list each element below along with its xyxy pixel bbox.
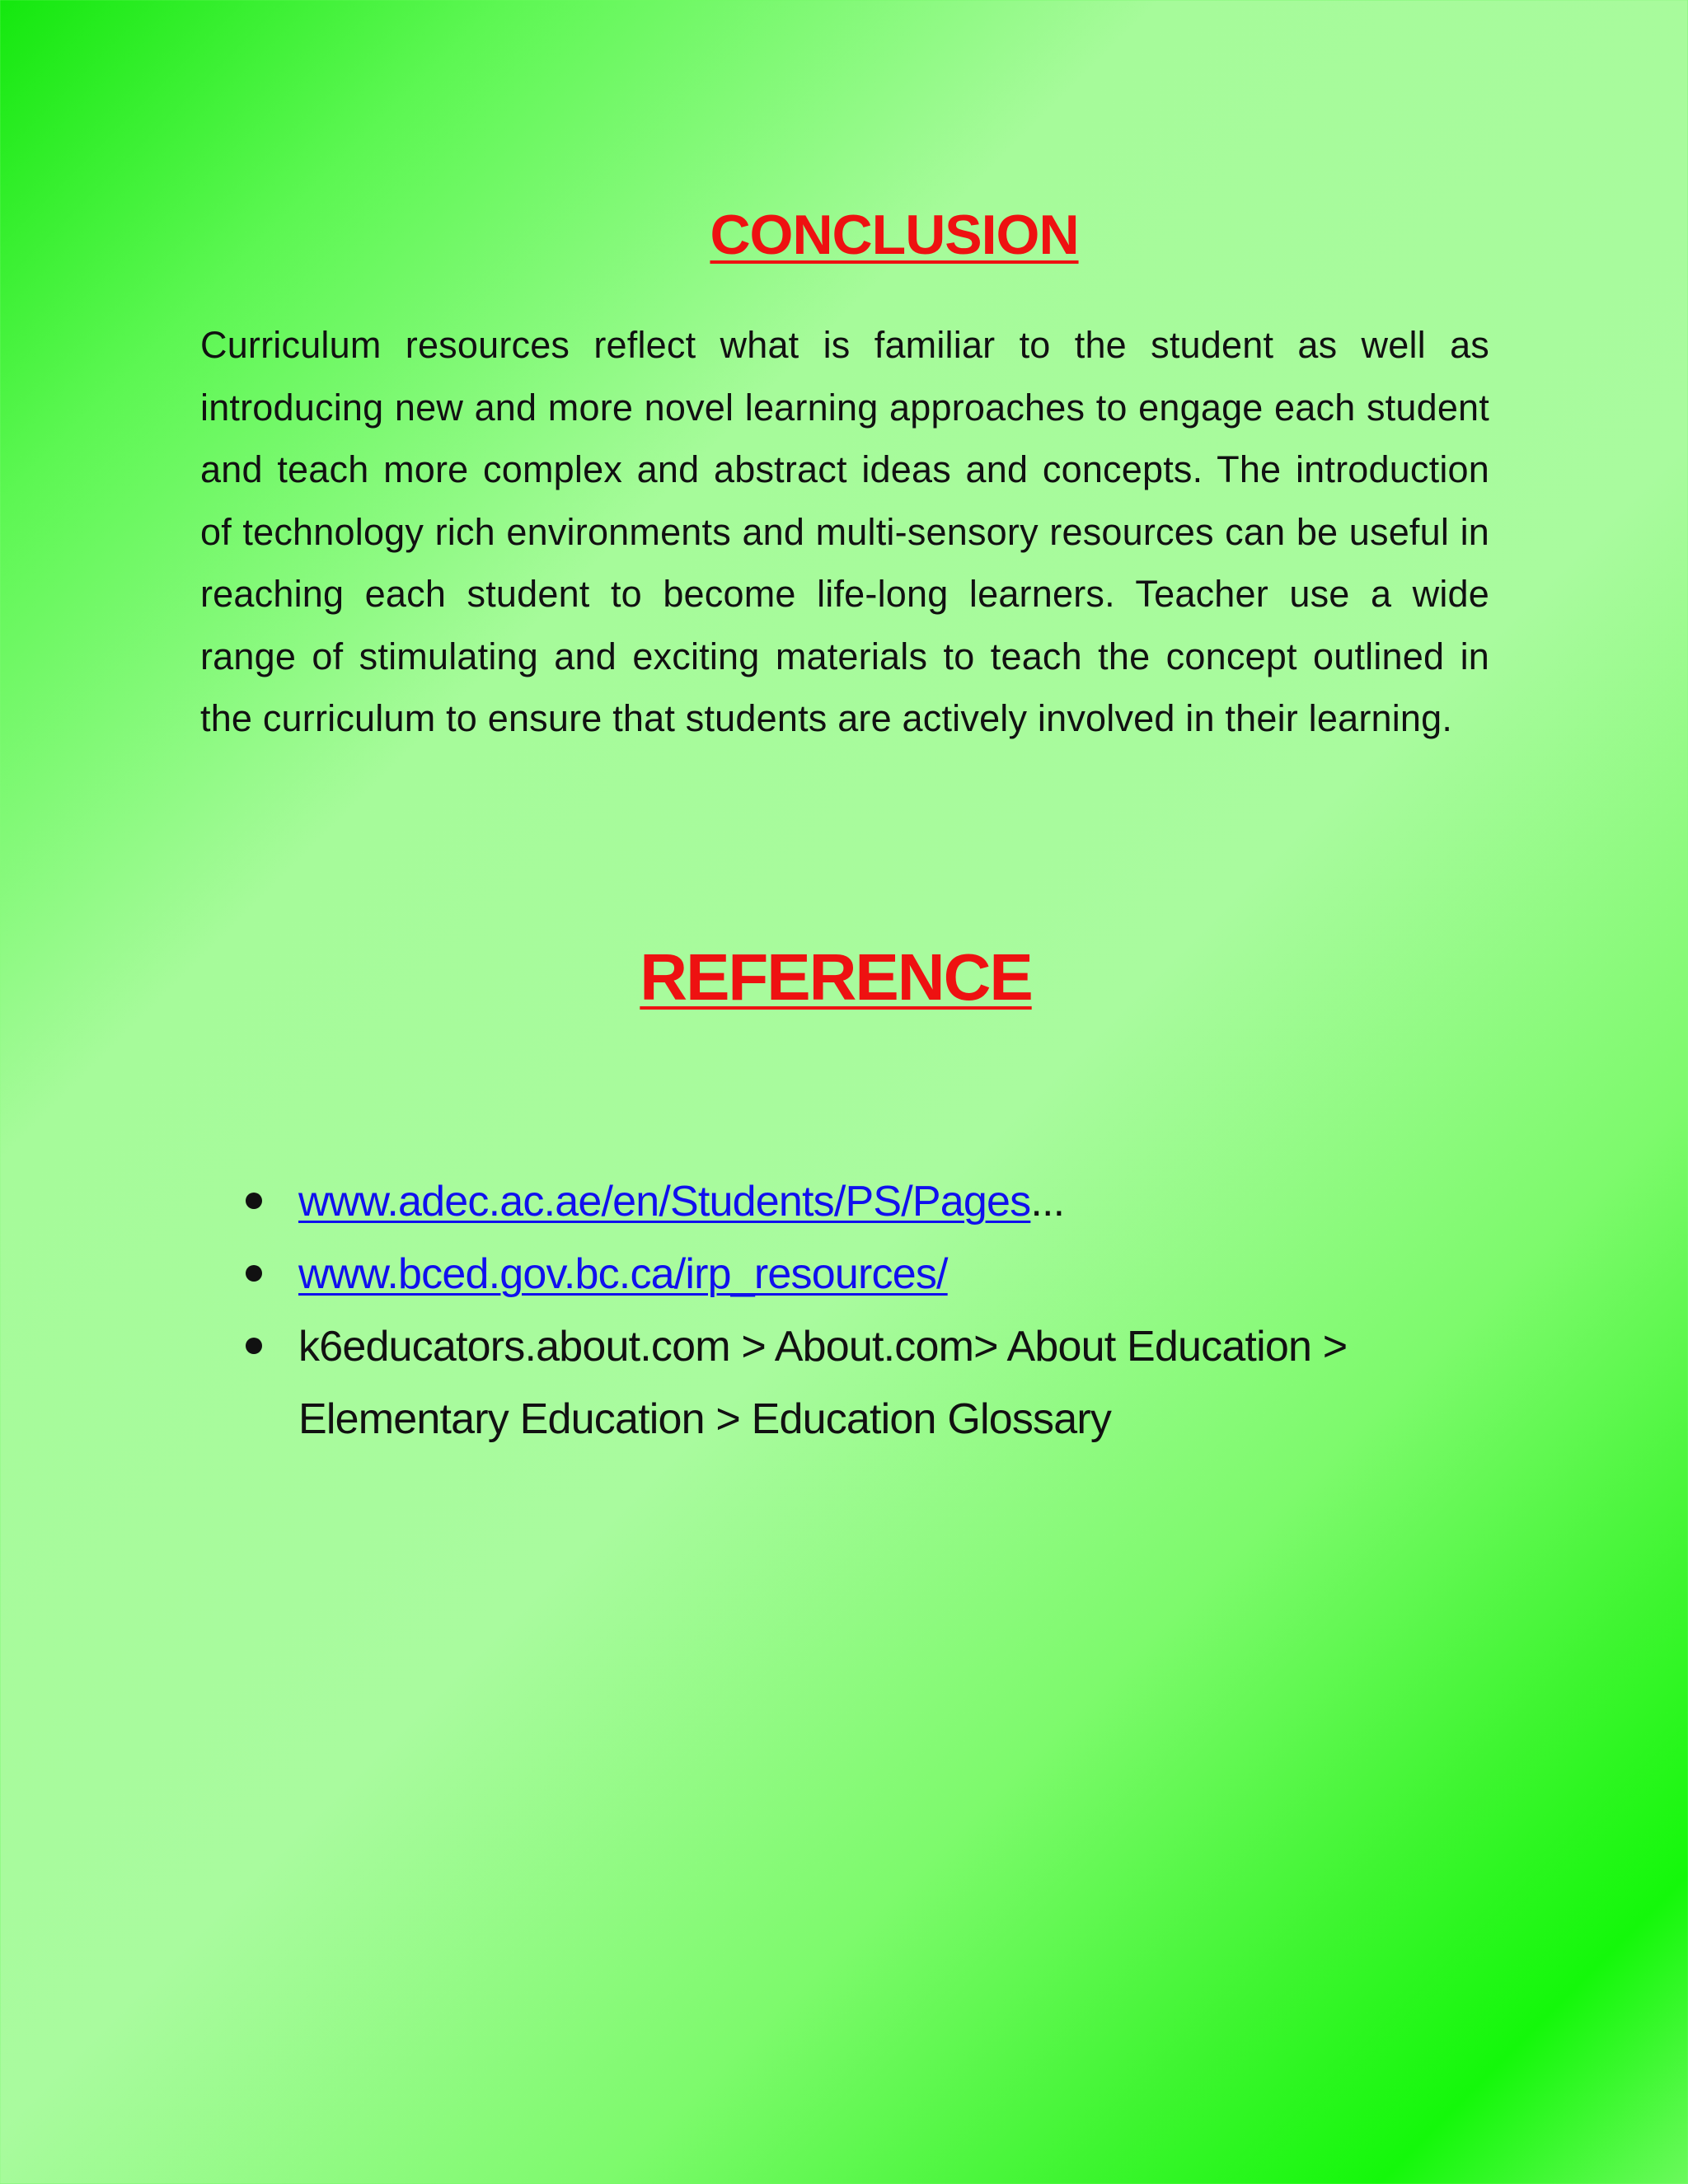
- reference-heading: REFERENCE: [640, 940, 1032, 1014]
- conclusion-heading: CONCLUSION: [710, 204, 1079, 266]
- reference-list: [298, 1165, 1535, 1455]
- bullet-icon: [246, 1193, 262, 1209]
- reference-item: [298, 1310, 1535, 1455]
- reference-text-k6educators: k6educators.about.com > About.com> About Education > Elementary Education > Education Glossary: [298, 1323, 1348, 1443]
- bullet-icon: [246, 1265, 262, 1282]
- reference-link-ellipsis: ...: [1030, 1178, 1065, 1226]
- reference-item: [298, 1165, 1535, 1238]
- reference-link-bced[interactable]: www.bced.gov.bc.ca/irp_resources/: [298, 1250, 948, 1298]
- reference-link-adec[interactable]: www.adec.ac.ae/en/Students/PS/Pages: [298, 1178, 1031, 1226]
- bullet-icon: [246, 1338, 262, 1354]
- reference-item: [298, 1238, 1535, 1310]
- conclusion-paragraph: Curriculum resources reflect what is familiar to the student as well as introducing new and more novel learning approaches to engage each student and teach more complex and abstract ideas and concepts. The introduction of technology rich environments and multi-sensory resources can be useful in reaching each student to become life-long learners. Teacher use a wide range of stimulating and exciting materials to teach the concept outlined in the curriculum to ensure that students are actively involved in their learning.: [200, 324, 1489, 739]
